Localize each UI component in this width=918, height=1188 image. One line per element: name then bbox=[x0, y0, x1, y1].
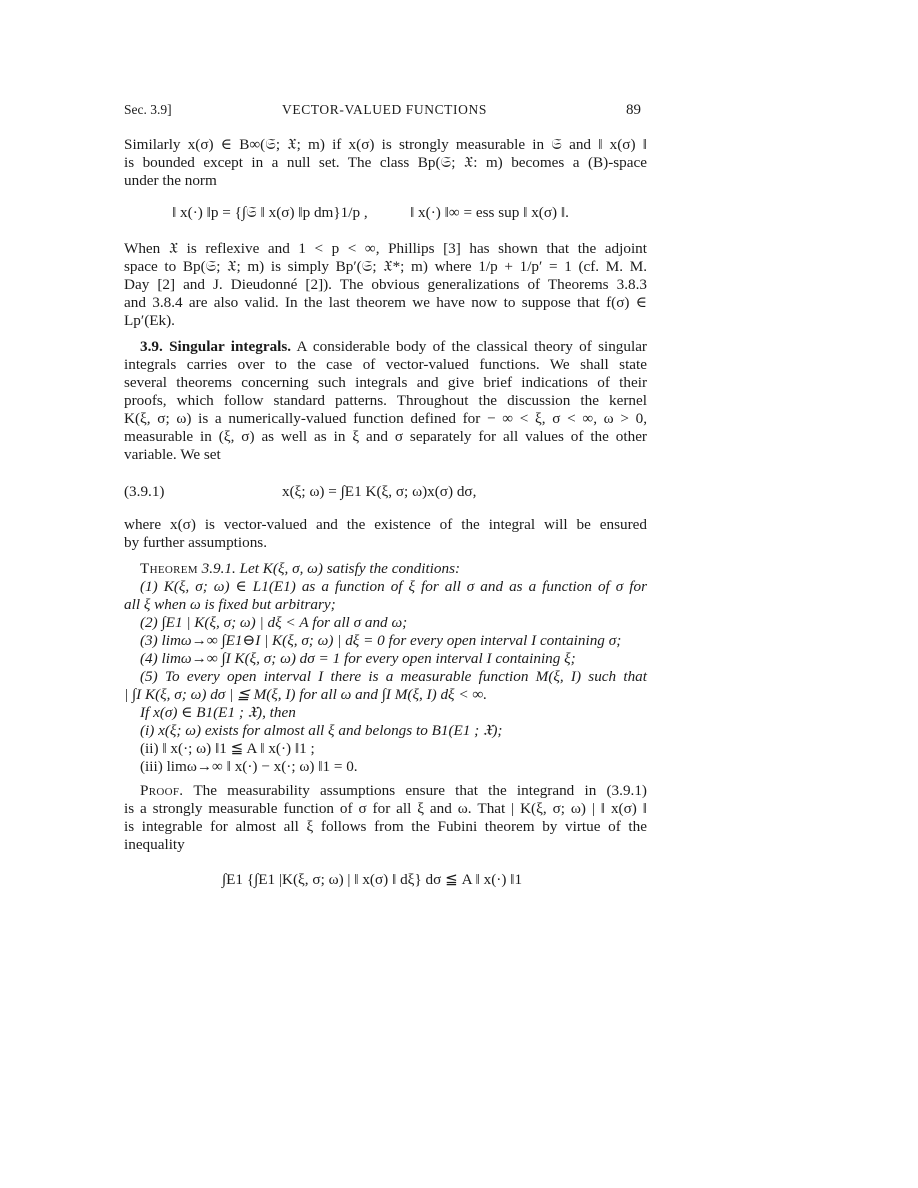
text-span: The measurability assumptions ensure that the integrand in (3.9.1) bbox=[193, 782, 647, 799]
text-line: integrals carries over to the case of vector-valued functions. We shall state bbox=[124, 356, 647, 373]
text-line: is integrable for almost all ξ follows from the Fubini theorem by virtue of the bbox=[124, 818, 647, 835]
page-number: 89 bbox=[626, 102, 641, 118]
running-title: VECTOR-VALUED FUNCTIONS bbox=[282, 102, 487, 117]
text-line: is a strongly measurable function of σ for all ξ and ω. That | K(ξ, σ; ω) | ‖ x(σ) ‖ bbox=[124, 800, 647, 817]
equation-3-9-1: x(ξ; ω) = ∫E1 K(ξ, σ; ω)x(σ) dσ, bbox=[282, 483, 477, 500]
theorem-label: Theorem bbox=[140, 560, 198, 577]
proof-label: Proof. bbox=[140, 782, 184, 799]
condition-4: (4) limω→∞ ∫I K(ξ, σ; ω) dσ = 1 for every open interval I containing ξ; bbox=[140, 650, 576, 667]
text-line: K(ξ, σ; ω) is a numerically-valued function defined for − ∞ < ξ, σ < ∞, ω > 0, bbox=[124, 410, 647, 427]
condition-5-cont: | ∫I K(ξ, σ; ω) dσ | ≦ M(ξ, I) for all ω and ∫I M(ξ, I) dξ < ∞. bbox=[124, 686, 488, 703]
text-line: space to Bp(𝔖; 𝔛; m) is simply Bp′(𝔖; 𝔛*; m) where 1/p + 1/p′ = 1 (cf. M. M. bbox=[124, 258, 647, 275]
proof-heading-line bbox=[140, 782, 647, 800]
text-line: When 𝔛 is reflexive and 1 < p < ∞, Phillips [3] has shown that the adjoint bbox=[124, 240, 647, 257]
text-line: is bounded except in a null set. The class Bp(𝔖; 𝔛: m) becomes a (B)-space bbox=[124, 154, 647, 171]
text-line: measurable in (ξ, σ) as well as in ξ and σ separately for all values of the other bbox=[124, 428, 647, 445]
section-number: 3.9. bbox=[140, 338, 163, 355]
text-line: by further assumptions. bbox=[124, 534, 267, 551]
result-3: (iii) limω→∞ ‖ x(·) − x(·; ω) ‖1 = 0. bbox=[140, 758, 358, 775]
text-line: inequality bbox=[124, 836, 185, 853]
norm-display-p: ‖ x(·) ‖p = {∫𝔖 ‖ x(σ) ‖p dm}1/p , bbox=[172, 204, 368, 221]
text-line: Lp′(Ek). bbox=[124, 312, 175, 329]
text-line: variable. We set bbox=[124, 446, 221, 463]
text-line: Similarly x(σ) ∈ B∞(𝔖; 𝔛; m) if x(σ) is strongly measurable in 𝔖 and ‖ x(σ) ‖ bbox=[124, 136, 647, 153]
text-span: A considerable body of the classical theory of singular bbox=[296, 338, 647, 355]
fubini-inequality: ∫E1 {∫E1 |K(ξ, σ; ω) | ‖ x(σ) ‖ dξ} dσ ≦ A ‖ x(·) ‖1 bbox=[222, 871, 523, 888]
theorem-heading bbox=[140, 560, 663, 578]
hypothesis-line: If x(σ) ∈ B1(E1 ; 𝔛), then bbox=[140, 704, 296, 721]
result-2: (ii) ‖ x(·; ω) ‖1 ≦ A ‖ x(·) ‖1 ; bbox=[140, 740, 315, 757]
section-title: Singular integrals. bbox=[169, 338, 292, 355]
condition-1: (1) K(ξ, σ; ω) ∈ L1(E1) as a function of ξ for all σ and as a function of σ for bbox=[140, 578, 647, 595]
text-line: several theorems concerning such integrals and give brief indications of their bbox=[124, 374, 647, 391]
condition-3: (3) limω→∞ ∫E1⊖I | K(ξ, σ; ω) | dξ = 0 for every open interval I containing σ; bbox=[140, 632, 622, 649]
text-line: and 3.8.4 are also valid. In the last theorem we have now to suppose that f(σ) ∈ bbox=[124, 294, 647, 311]
result-1: (i) x(ξ; ω) exists for almost all ξ and belongs to B1(E1 ; 𝔛); bbox=[140, 722, 503, 739]
condition-5: (5) To every open interval I there is a measurable function M(ξ, I) such that bbox=[140, 668, 647, 685]
text-line: Day [2] and J. Dieudonné [2]). The obvious generalizations of Theorems 3.8.3 bbox=[124, 276, 647, 293]
text-line: proofs, which follow standard patterns. Throughout the discussion the kernel bbox=[124, 392, 647, 409]
section-heading-line bbox=[140, 338, 647, 356]
text-line: where x(σ) is vector-valued and the existence of the integral will be ensured bbox=[124, 516, 647, 533]
condition-2: (2) ∫E1 | K(ξ, σ; ω) | dξ < A for all σ and ω; bbox=[140, 614, 408, 631]
norm-display-inf: ‖ x(·) ‖∞ = ess sup ‖ x(σ) ‖. bbox=[410, 204, 569, 221]
condition-1-cont: all ξ when ω is fixed but arbitrary; bbox=[124, 596, 336, 613]
text-span: 3.9.1. Let K(ξ, σ, ω) satisfy the conditions: bbox=[201, 560, 461, 577]
equation-number: (3.9.1) bbox=[124, 483, 165, 500]
text-line: under the norm bbox=[124, 172, 217, 189]
section-reference: Sec. 3.9] bbox=[124, 102, 172, 117]
